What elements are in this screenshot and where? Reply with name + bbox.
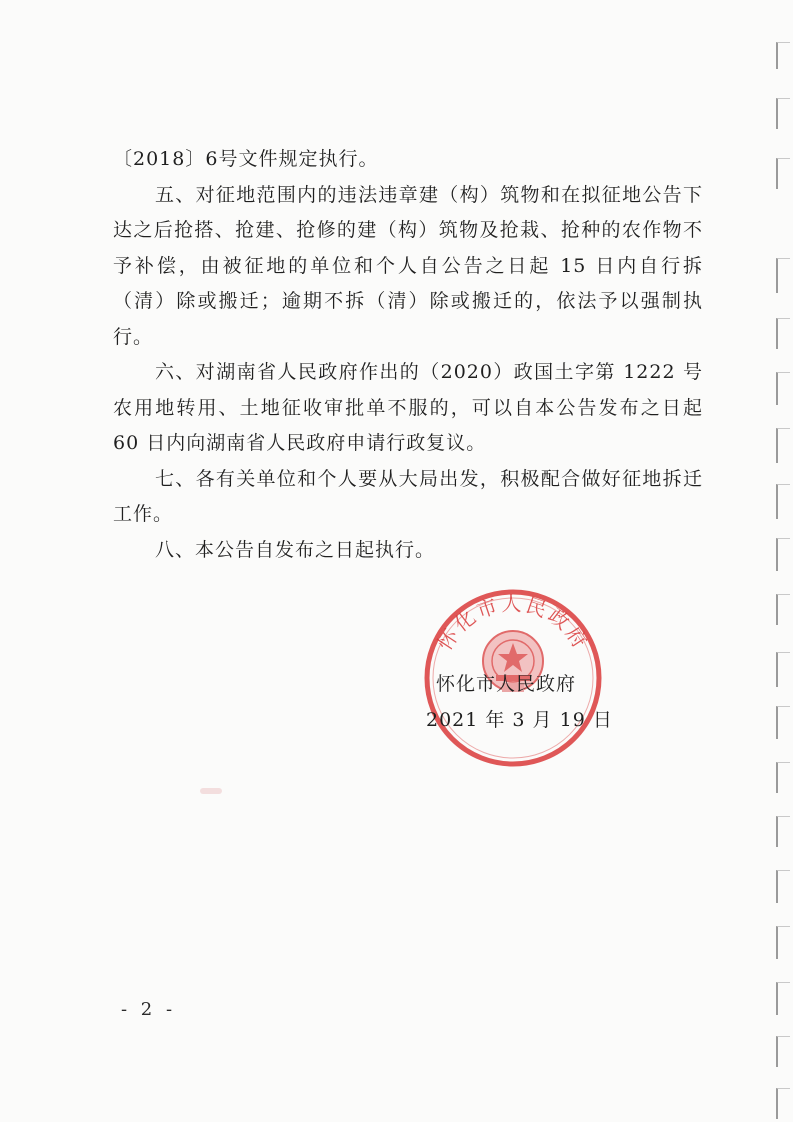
- binding-mark: [776, 428, 790, 463]
- faint-ink-mark: [200, 788, 222, 794]
- binding-mark: [776, 538, 790, 571]
- binding-mark: [776, 870, 790, 903]
- paragraph-item-7: 七、各有关单位和个人要从大局出发，积极配合做好征地拆迁工作。: [113, 467, 703, 525]
- binding-mark: [776, 98, 790, 129]
- binding-mark: [776, 762, 790, 793]
- binding-edge: [762, 0, 793, 1122]
- paragraph-item-8: 八、本公告自发布之日起执行。: [155, 538, 436, 561]
- seal-text: 怀化市人民政府: [432, 591, 594, 655]
- binding-mark: [776, 982, 790, 1015]
- issuer-name: 怀化市人民政府: [436, 673, 577, 695]
- page-number: - 2 -: [121, 999, 177, 1020]
- binding-mark: [776, 926, 790, 959]
- binding-mark: [776, 652, 790, 687]
- binding-mark: [776, 706, 790, 739]
- announcement-body: [113, 142, 703, 568]
- binding-mark: [776, 816, 790, 847]
- binding-mark: [776, 372, 790, 405]
- paragraph-item-5: 五、对征地范围内的违法违章建（构）筑物和在拟征地公告下达之后抢搭、抢建、抢修的建（构）筑物及抢栽、抢种的农作物不予补偿，由被征地的单位和个人自公告之日起 15 日内自行拆（清）除或搬迁；逾期不拆（清）除或搬迁的，依法予以强制执行。: [113, 183, 703, 348]
- binding-mark: [776, 594, 790, 625]
- binding-mark: [776, 1088, 790, 1119]
- binding-mark: [776, 258, 790, 293]
- signature-block: [426, 666, 613, 738]
- binding-mark: [776, 484, 790, 519]
- binding-mark: [776, 318, 790, 349]
- paragraph-item-6: 六、对湖南省人民政府作出的（2020）政国土字第 1222 号农用地转用、土地征收审批单不服的，可以自本公告发布之日起 60 日内向湖南省人民政府申请行政复议。: [113, 361, 703, 454]
- issue-date: 2021 年 3 月 19 日: [426, 709, 613, 731]
- binding-mark: [776, 1036, 790, 1067]
- binding-mark: [776, 158, 790, 189]
- binding-mark: [776, 42, 790, 69]
- paragraph-continuation: 〔2018〕6号文件规定执行。: [113, 148, 379, 170]
